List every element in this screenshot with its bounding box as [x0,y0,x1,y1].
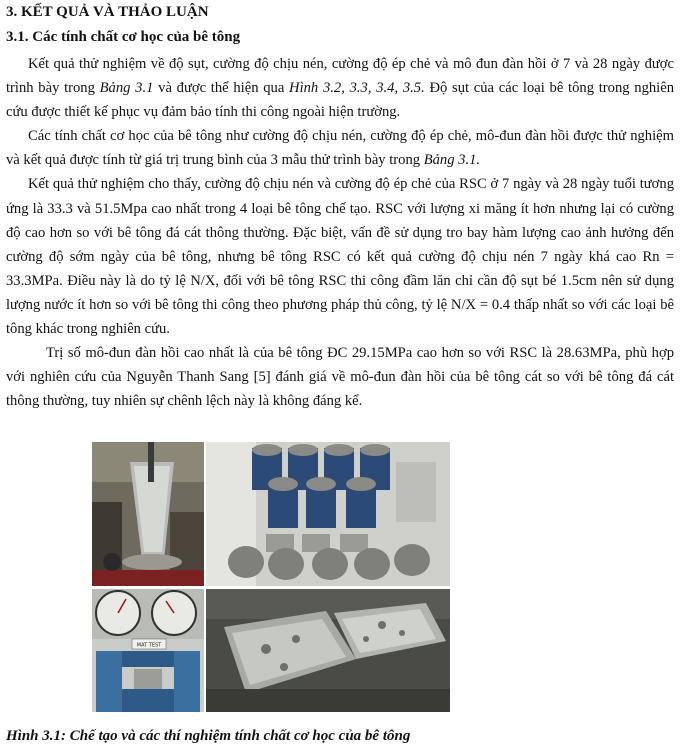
p2-text-1: Các tính chất cơ học của bê tông như cường độ chịu nén, cường độ ép chẻ, mô-đun đàn hồi được thử nghiệm và kết quả được tính từ giá trị trung bình của 3 mẫu thử trình bày trong [6,128,674,169]
figure-3-1 [92,442,450,712]
testing-machine-photo [92,589,204,712]
p2-table-ref: Bảng 3.1. [423,152,481,169]
p1-table-ref: Bảng 3.1 [99,80,154,97]
split-specimens-photo [206,589,450,712]
figure-caption: Hình 3.1: Chế tạo và các thí nghiệm tính chất cơ học của bê tông [6,728,411,744]
paragraph-3: Kết quả thử nghiệm cho thấy, cường độ chịu nén và cường độ ép chẻ của RSC ở 7 ngày và 28 ngày tuổi tương ứng là 33.3 và 51.5Mpa cao nhất trong 4 loại bê tông chế tạo. RSC với lượng xi măng ít hơn nhưng lại có cường độ cao hơn so với bê tông đá cát thông thường. Đặc biệt, vấn đề sử dụng tro bay hàm lượng cao ảnh hưởng đến cường độ sớm ngày của bê tông, nhưng bê tông RSC có kết quả cường độ chịu nén 7 ngày khá cao Rn = 33.3MPa. Điều này là do tỷ lệ N/X, đối với bê tông RSC thi công đầm lăn chỉ cần độ sụt bé 1.5cm nên sử dụng lượng nước ít hơn so với bê tông thi công theo phương pháp thủ công, tỷ lệ N/X = 0.4 thấp nhất so với các loại bê tông khác trong nghiên cứu. [6,176,674,338]
body-text [6,52,674,413]
slump-test-photo [92,442,204,586]
p1-figure-ref: Hình 3.2, 3.3, 3.4, 3.5. [289,80,425,97]
paragraph-1 [6,52,674,124]
p1-text-3: Độ sụt của các loại bê tông trong nghiên cứu được thiết kế phục vụ đảm bảo tính thi công ngoài hiện trường. [6,80,674,121]
p1-text-2: và được thể hiện qua [153,80,290,97]
subsection-title: 3.1. Các tính chất cơ học của bê tông [6,29,241,45]
gauge-plate-label: MAT TEST [136,642,162,649]
paragraph-2 [6,124,674,172]
paragraph-4: Trị số mô-đun đàn hồi cao nhất là của bê tông ĐC 29.15MPa cao hơn so với RSC là 28.63MPa, phù hợp với nghiên cứu của Nguyễn Thanh Sang [5] đánh giá về mô-đun đàn hồi của bê tông cát so với bê tông đá cát thông thường, tuy nhiên sự chênh lệch này là không đáng kể. [6,345,674,410]
p1-text-1: Kết quả thử nghiệm về độ sụt, cường độ chịu nén, cường độ ép chẻ và mô đun đàn hồi ở 7 và 28 ngày được trình bày trong [6,56,674,97]
concrete-specimens-photo [206,442,450,586]
section-title: 3. KẾT QUẢ VÀ THẢO LUẬN [6,4,209,20]
